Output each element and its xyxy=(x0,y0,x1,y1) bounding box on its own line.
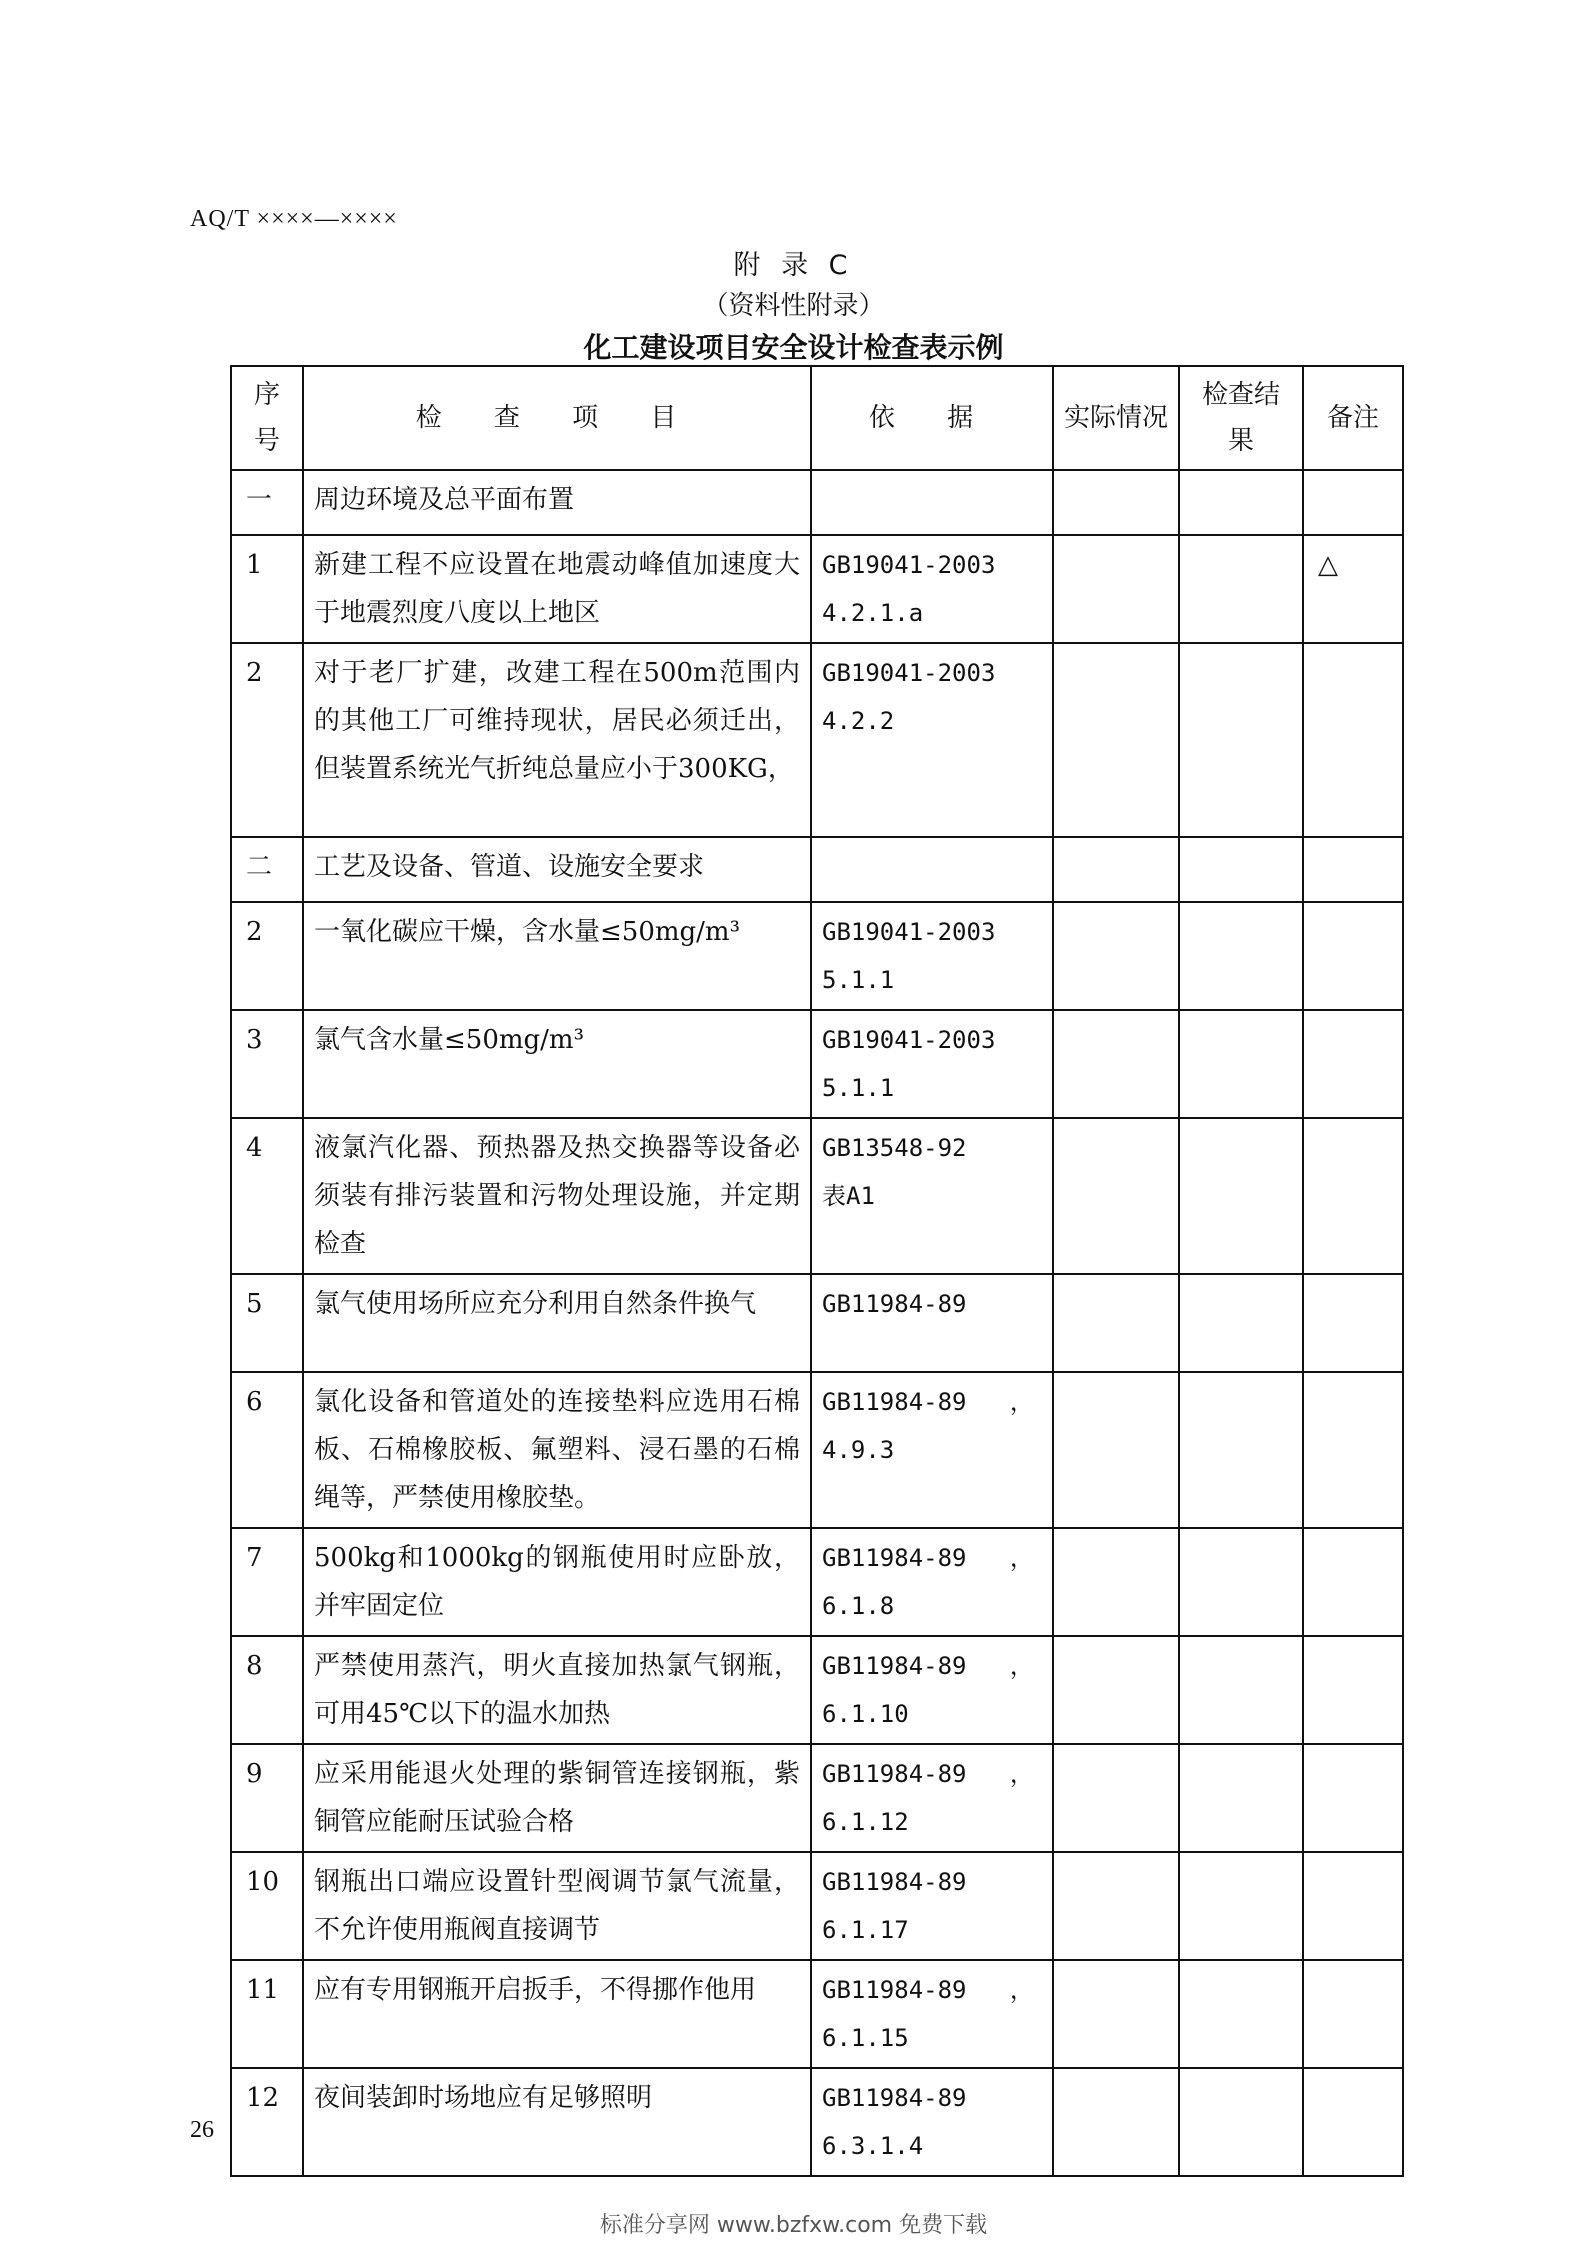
table-header-row xyxy=(231,366,1403,470)
remark xyxy=(1303,1274,1403,1372)
row-number: 10 xyxy=(231,1852,303,1960)
remark xyxy=(1303,1372,1403,1528)
row-number: 一 xyxy=(231,470,303,535)
table-row xyxy=(231,2068,1403,2176)
row-number: 3 xyxy=(231,1010,303,1118)
actual-situation xyxy=(1053,1528,1179,1636)
table-row xyxy=(231,1528,1403,1636)
check-result xyxy=(1179,1274,1303,1372)
table-row xyxy=(231,1010,1403,1118)
basis-reference: GB11984-89 ， 6.1.10 xyxy=(811,1636,1053,1744)
actual-situation xyxy=(1053,1636,1179,1744)
column-header-basis: 依 据 xyxy=(811,366,1053,470)
row-number: 2 xyxy=(231,643,303,837)
check-result xyxy=(1179,470,1303,535)
check-item: 夜间装卸时场地应有足够照明 xyxy=(303,2068,811,2176)
remark xyxy=(1303,470,1403,535)
basis-reference: GB11984-89 ， 4.9.3 xyxy=(811,1372,1053,1528)
remark xyxy=(1303,1960,1403,2068)
remark xyxy=(1303,1744,1403,1852)
check-result xyxy=(1179,1118,1303,1274)
basis-reference: GB19041-2003 4.2.2 xyxy=(811,643,1053,837)
check-item: 氯气含水量≤50mg/m³ xyxy=(303,1010,811,1118)
check-result xyxy=(1179,2068,1303,2176)
row-number: 1 xyxy=(231,535,303,643)
check-item: 500kg和1000kg的钢瓶使用时应卧放，并牢固定位 xyxy=(303,1528,811,1636)
check-item: 应有专用钢瓶开启扳手，不得挪作他用 xyxy=(303,1960,811,2068)
remark xyxy=(1303,2068,1403,2176)
remark xyxy=(1303,1528,1403,1636)
actual-situation xyxy=(1053,2068,1179,2176)
column-header-note: 备注 xyxy=(1303,366,1403,470)
table-row xyxy=(231,1118,1403,1274)
basis-reference xyxy=(811,470,1053,535)
check-item: 一氧化碳应干燥，含水量≤50mg/m³ xyxy=(303,902,811,1010)
actual-situation xyxy=(1053,643,1179,837)
row-number: 2 xyxy=(231,902,303,1010)
check-result xyxy=(1179,1372,1303,1528)
row-number: 7 xyxy=(231,1528,303,1636)
basis-reference xyxy=(811,837,1053,902)
column-header-actual: 实际情况 xyxy=(1053,366,1179,470)
check-item: 钢瓶出口端应设置针型阀调节氯气流量，不允许使用瓶阀直接调节 xyxy=(303,1852,811,1960)
check-result xyxy=(1179,837,1303,902)
basis-reference: GB11984-89 ， 6.1.15 xyxy=(811,1960,1053,2068)
actual-situation xyxy=(1053,1960,1179,2068)
row-number: 8 xyxy=(231,1636,303,1744)
check-result xyxy=(1179,535,1303,643)
page-number: 26 xyxy=(190,2117,214,2143)
table-row xyxy=(231,1744,1403,1852)
actual-situation xyxy=(1053,1010,1179,1118)
check-item: 应采用能退火处理的紫铜管连接钢瓶，紫铜管应能耐压试验合格 xyxy=(303,1744,811,1852)
basis-reference: GB11984-89 6.3.1.4 xyxy=(811,2068,1053,2176)
check-result xyxy=(1179,1010,1303,1118)
table-body xyxy=(231,470,1403,2176)
column-header-item: 检 查 项 目 xyxy=(303,366,811,470)
basis-reference: GB13548-92 表A1 xyxy=(811,1118,1053,1274)
actual-situation xyxy=(1053,902,1179,1010)
check-item: 新建工程不应设置在地震动峰值加速度大于地震烈度八度以上地区 xyxy=(303,535,811,643)
actual-situation xyxy=(1053,1372,1179,1528)
table-title: 化工建设项目安全设计检查表示例 xyxy=(583,331,1004,364)
check-result xyxy=(1179,1960,1303,2068)
actual-situation xyxy=(1053,1274,1179,1372)
remark xyxy=(1303,1118,1403,1274)
check-result xyxy=(1179,902,1303,1010)
check-item: 对于老厂扩建，改建工程在500m范围内的其他工厂可维持现状，居民必须迁出，但装置系统光气折纯总量应小于300KG， xyxy=(303,643,811,837)
document-code: AQ/T ××××—×××× xyxy=(190,206,398,232)
row-number: 4 xyxy=(231,1118,303,1274)
check-result xyxy=(1179,643,1303,837)
actual-situation xyxy=(1053,1852,1179,1960)
table-row xyxy=(231,1960,1403,2068)
remark xyxy=(1303,1010,1403,1118)
remark: △ xyxy=(1303,535,1403,643)
appendix-title: 附 录 C xyxy=(733,250,854,281)
check-result xyxy=(1179,1528,1303,1636)
footer-watermark: 标准分享网 www.bzfxw.com 免费下载 xyxy=(599,2213,988,2238)
table-row xyxy=(231,837,1403,902)
table-row xyxy=(231,1274,1403,1372)
row-number: 5 xyxy=(231,1274,303,1372)
column-header-result: 检查结果 xyxy=(1179,366,1303,470)
actual-situation xyxy=(1053,1118,1179,1274)
basis-reference: GB19041-2003 4.2.1.a xyxy=(811,535,1053,643)
row-number: 11 xyxy=(231,1960,303,2068)
check-item: 工艺及设备、管道、设施安全要求 xyxy=(303,837,811,902)
table-row xyxy=(231,1636,1403,1744)
actual-situation xyxy=(1053,1744,1179,1852)
table-row xyxy=(231,1372,1403,1528)
checklist-table xyxy=(230,365,1404,2177)
table-row xyxy=(231,1852,1403,1960)
check-item: 氯化设备和管道处的连接垫料应选用石棉板、石棉橡胶板、氟塑料、浸石墨的石棉绳等，严禁使用橡胶垫。 xyxy=(303,1372,811,1528)
row-number: 9 xyxy=(231,1744,303,1852)
table-row xyxy=(231,643,1403,837)
remark xyxy=(1303,837,1403,902)
row-number: 6 xyxy=(231,1372,303,1528)
column-header-num: 序号 xyxy=(231,366,303,470)
remark xyxy=(1303,1852,1403,1960)
remark xyxy=(1303,1636,1403,1744)
actual-situation xyxy=(1053,470,1179,535)
check-item: 氯气使用场所应充分利用自然条件换气 xyxy=(303,1274,811,1372)
basis-reference: GB11984-89 xyxy=(811,1274,1053,1372)
table-row xyxy=(231,535,1403,643)
basis-reference: GB19041-2003 5.1.1 xyxy=(811,902,1053,1010)
check-result xyxy=(1179,1852,1303,1960)
row-number: 二 xyxy=(231,837,303,902)
row-number: 12 xyxy=(231,2068,303,2176)
actual-situation xyxy=(1053,837,1179,902)
table-row xyxy=(231,470,1403,535)
check-result xyxy=(1179,1636,1303,1744)
check-item: 严禁使用蒸汽，明火直接加热氯气钢瓶，可用45℃以下的温水加热 xyxy=(303,1636,811,1744)
check-result xyxy=(1179,1744,1303,1852)
basis-reference: GB11984-89 ， 6.1.12 xyxy=(811,1744,1053,1852)
appendix-subtitle: （资料性附录） xyxy=(702,291,885,321)
actual-situation xyxy=(1053,535,1179,643)
check-item: 周边环境及总平面布置 xyxy=(303,470,811,535)
basis-reference: GB11984-89 ， 6.1.8 xyxy=(811,1528,1053,1636)
check-item: 液氯汽化器、预热器及热交换器等设备必须装有排污装置和污物处理设施，并定期检查 xyxy=(303,1118,811,1274)
basis-reference: GB19041-2003 5.1.1 xyxy=(811,1010,1053,1118)
table-row xyxy=(231,902,1403,1010)
remark xyxy=(1303,902,1403,1010)
basis-reference: GB11984-89 6.1.17 xyxy=(811,1852,1053,1960)
remark xyxy=(1303,643,1403,837)
